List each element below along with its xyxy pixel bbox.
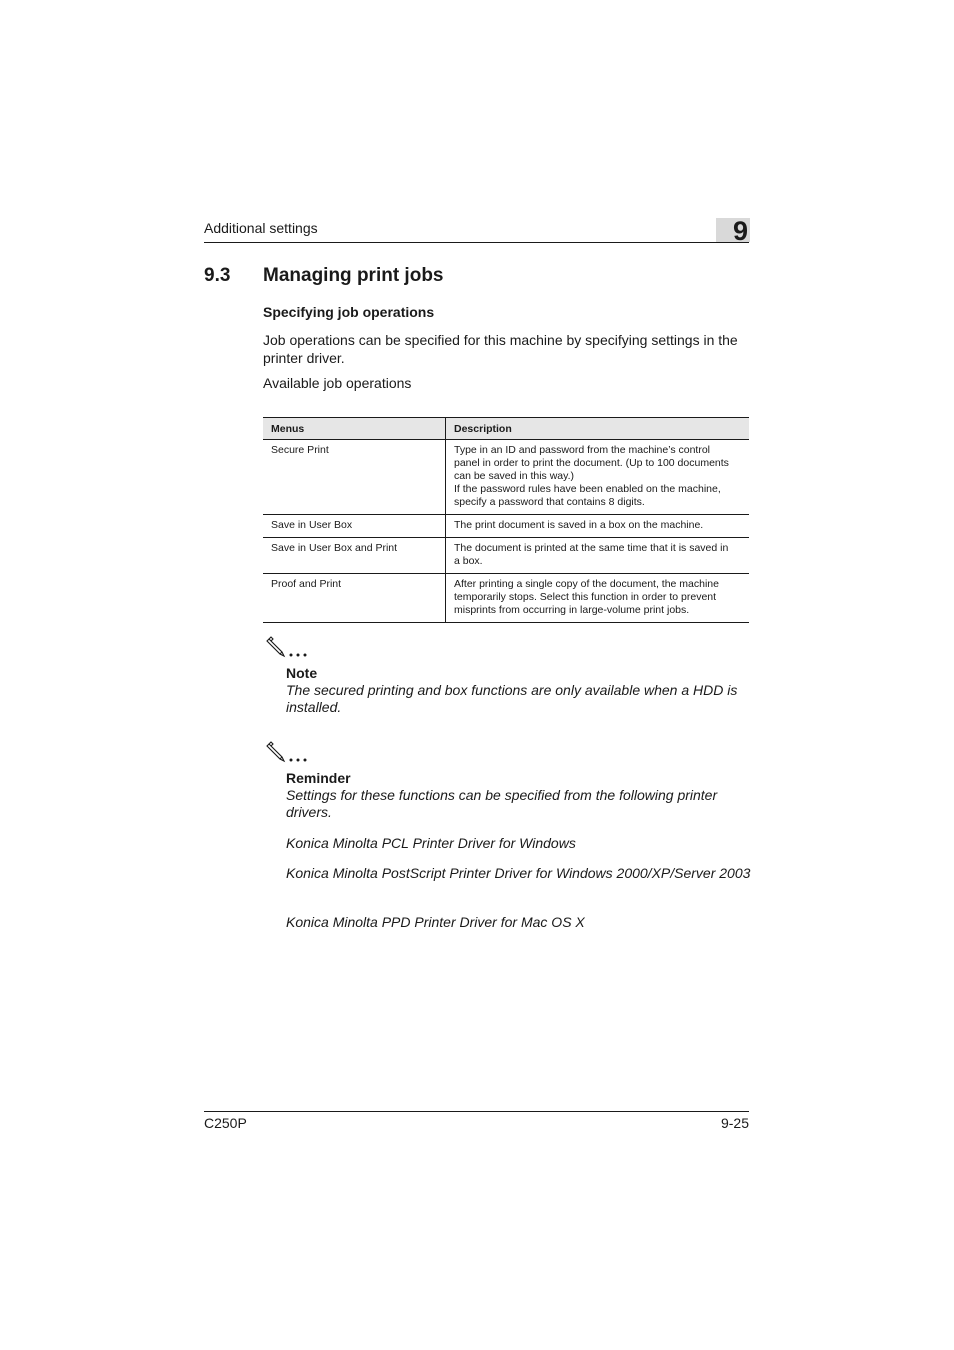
description-line: misprints from occurring in large-volume print jobs.	[454, 604, 690, 616]
section-title: Managing print jobs	[263, 265, 444, 286]
table-row	[263, 574, 749, 623]
table-row	[263, 440, 749, 515]
intro-paragraph: Job operations can be specified for this machine by specifying settings in the printer driver.	[263, 332, 738, 366]
reminder-text: Settings for these functions can be specified from the following printer drivers.	[286, 787, 718, 820]
driver-item: Konica Minolta PPD Printer Driver for Mac OS X	[286, 914, 585, 930]
menu-cell: Secure Print	[263, 440, 446, 515]
description-line: After printing a single copy of the document, the machine	[454, 578, 719, 590]
driver-item: Konica Minolta PostScript Printer Driver for Windows 2000/XP/Server 2003	[286, 865, 751, 881]
table-row	[263, 515, 749, 538]
menu-cell: Proof and Print	[263, 574, 446, 623]
section-number: 9.3	[204, 265, 231, 286]
subheading: Specifying job operations	[263, 304, 435, 320]
description-cell	[446, 538, 750, 574]
note-text: The secured printing and box functions are only available when a HDD is installed.	[286, 682, 738, 715]
chapter-number: 9	[732, 216, 748, 246]
pencil-reminder-icon	[265, 741, 311, 763]
running-header-title: Additional settings	[204, 220, 318, 236]
footer-divider	[204, 1111, 749, 1112]
table-header-row	[263, 418, 749, 440]
description-line: can be saved in this way.)	[454, 470, 575, 482]
description-line: The print document is saved in a box on the machine.	[454, 519, 704, 531]
description-line: If the password rules have been enabled on the machine,	[454, 483, 721, 495]
reminder-label: Reminder	[286, 770, 351, 786]
column-header-menus: Menus	[263, 418, 446, 440]
driver-item: Konica Minolta PCL Printer Driver for Windows	[286, 835, 576, 851]
job-operations-table	[263, 417, 749, 623]
description-cell	[446, 574, 750, 623]
menu-cell: Save in User Box	[263, 515, 446, 538]
note-label: Note	[286, 665, 318, 681]
header-divider	[204, 242, 749, 243]
pencil-note-icon	[265, 636, 311, 658]
description-line: temporarily stops. Select this function in order to prevent	[454, 591, 717, 603]
description-cell	[446, 515, 750, 538]
table-row	[263, 538, 749, 574]
footer-model: C250P	[204, 1115, 247, 1131]
description-line: a box.	[454, 555, 483, 567]
menu-cell: Save in User Box and Print	[263, 538, 446, 574]
column-header-description: Description	[446, 418, 750, 440]
description-line: Type in an ID and password from the machine’s control	[454, 444, 711, 456]
footer-page-number: 9-25	[720, 1115, 749, 1131]
description-line: specify a password that contains 8 digits.	[454, 496, 645, 508]
description-cell	[446, 440, 750, 515]
description-line: panel in order to print the document. (Up to 100 documents	[454, 457, 729, 469]
table-caption: Available job operations	[263, 375, 412, 391]
description-line: The document is printed at the same time that it is saved in	[454, 542, 729, 554]
